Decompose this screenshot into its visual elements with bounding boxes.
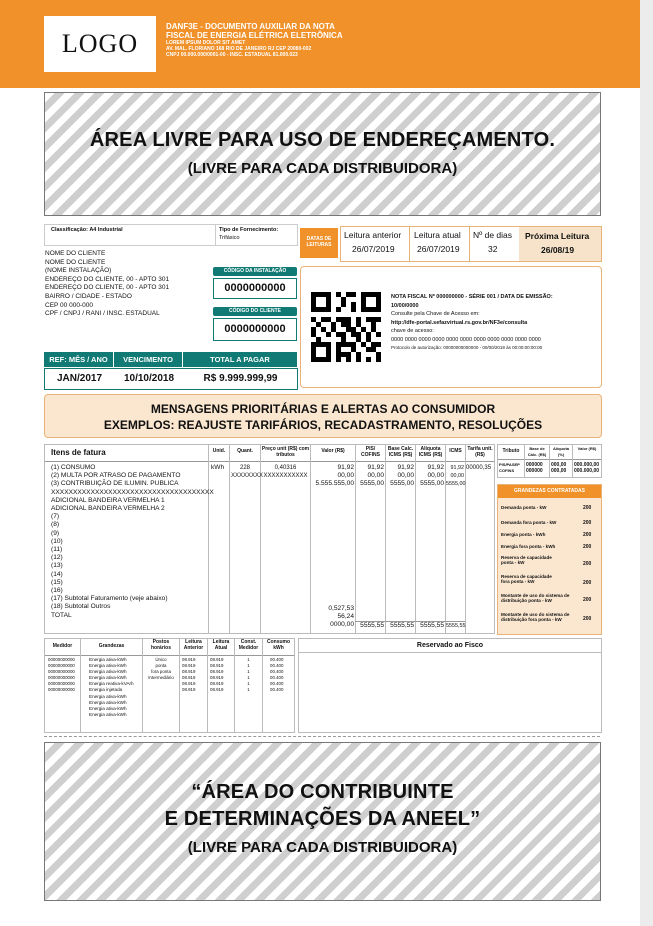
divider — [465, 445, 466, 633]
meter-header-prev: Leitura Anterior — [183, 639, 204, 651]
nf-consult-label: Consulte pela Chave de Acesso em: — [391, 311, 480, 317]
nf-consult-url[interactable]: http://dfe-portal.sefazvirtual.rs.gov.br/NF3e/consulta — [391, 319, 528, 326]
contracted-row-label: Reserva de capacidade fora ponta - kW — [501, 574, 552, 585]
items-qty: 228 XXXXXXXX — [231, 465, 264, 480]
nf-key-label: chave de acesso: — [391, 328, 434, 334]
readings-box — [340, 226, 602, 262]
messages-title: MENSAGENS PRIORITÁRIAS E ALERTAS AO CONSUMIDOR — [150, 402, 496, 416]
meter-header-consumption: Consumo kWh — [266, 639, 291, 651]
col-header-price: Preço unit (R$) com tributos — [261, 446, 310, 458]
nf-date: 10/00/0000 — [391, 302, 419, 309]
readings-tag: DATAS DE LEITURAS — [300, 228, 338, 258]
divider — [142, 639, 143, 732]
col-header-unit: Unid. — [212, 448, 226, 454]
col-header-icms: ICMS — [449, 448, 462, 454]
contracted-title: GRANDEZAS CONTRATADAS — [498, 485, 601, 498]
addressing-subtitle: (LIVRE PARA CADA DISTRIBUIDORA) — [187, 160, 458, 177]
curr-reading-label: Leitura atual — [414, 230, 461, 240]
items-price: 0,40316 XXXXXXXXXXX — [263, 465, 308, 480]
meter-constants: 1 1 1 1 1 1 — [247, 657, 250, 693]
contracted-row-value: 200 — [583, 561, 592, 567]
meter-header-id: Medidor — [52, 643, 73, 649]
divider — [80, 639, 81, 732]
ref-value: JAN/2017 — [56, 373, 103, 384]
header-line — [45, 461, 494, 462]
tax-table — [497, 444, 602, 478]
priority-messages — [44, 394, 602, 438]
contracted-row-value: 200 — [583, 616, 592, 622]
taxpayer-title-1: “ÁREA DO CONTRIBUINTE — [191, 781, 454, 803]
items-pis: 91,92 00,00 5555,00 — [360, 464, 384, 488]
divider — [215, 225, 216, 245]
divider — [229, 445, 230, 633]
nf-number: NOTA FISCAL Nº 000000000 - SÉRIE 001 / DATA DE EMISSÃO: — [391, 294, 553, 300]
client-line: NOME DO CLIENTE — [45, 250, 106, 257]
items-tariff: 00000,35 — [466, 465, 492, 471]
client-line: (NOME INSTALAÇÃO) — [45, 267, 112, 275]
meter-header-periods: Postos horários — [150, 639, 171, 651]
classification-label: Classificação: A4 Industrial — [51, 227, 123, 233]
items-base: 91,92 00,00 5555,00 — [390, 464, 414, 488]
contracted-row-label: Montante de uso do sistema de distribuição fora ponta - kW — [501, 612, 570, 623]
total-icms: 5555,55 — [446, 623, 466, 629]
due-label: VENCIMENTO — [114, 352, 182, 367]
taxpayer-subtitle: (LIVRE PARA CADA DISTRIBUIDORA) — [187, 839, 458, 856]
taxpayer-title-2: E DETERMINAÇÕES DA ANEEL” — [164, 808, 481, 830]
col-header-pis: PIS/ COFINS — [361, 446, 380, 458]
divider — [262, 639, 263, 732]
tax-names: PIS/PASEP COFINS — [499, 462, 520, 473]
ref-label: REF: MÊS / ANO — [44, 352, 113, 367]
divider — [469, 227, 470, 261]
header-title-2: FISCAL DE ENERGIA ELÉTRICA ELETRÔNICA — [166, 31, 343, 40]
fisco-area — [298, 638, 602, 733]
header-bar — [0, 0, 640, 88]
col-header-value: Valor (R$) — [321, 448, 345, 454]
divider — [207, 639, 208, 732]
contracted-row-value: 200 — [583, 544, 592, 550]
meter-header-quantity: Grandezas — [98, 643, 125, 649]
meter-quantities: Energia ativa-kWh Energia ativa-kWh Energia ativa-kWh Energia ativa-kWh Energia reativa-kVArh Energia injetada Energia ativa-kWh Energia ativa-kWh Energia ativa-kWh Energia ativa-kWh — [89, 657, 134, 717]
client-line: NOME DO CLIENTE — [45, 258, 106, 266]
tax-header-name: Tributo — [502, 448, 520, 454]
header-text — [166, 22, 343, 58]
prev-reading-value: 26/07/2019 — [352, 244, 395, 254]
meter-periods: Único ponta fora ponta Intermediário — [148, 657, 174, 681]
col-header-items: Itens de fatura — [51, 448, 106, 457]
header-title-1: DANF3E - DOCUMENTO AUXILIAR DA NOTA — [166, 22, 335, 31]
contracted-row-label: Reserva de capacidade ponta - kW — [501, 555, 552, 566]
nf-access-key: 0000 0000 0000 0000 0000 0000 0000 0000 0000 0000 0000 — [391, 336, 541, 343]
header-line-4: AV. MAL. FLORIANO 168 RIO DE JANEIRO RJ CEP 20080-002 — [166, 46, 312, 52]
prev-reading-label: Leitura anterior — [344, 230, 402, 240]
client-line: CEP 00 000-000 — [45, 301, 93, 309]
contracted-row-value: 200 — [583, 520, 592, 526]
col-header-rate: Alíquota ICMS (R$) — [418, 446, 443, 458]
header-line-3: LOREM IPSUM DOLOR SIT AMET — [166, 40, 246, 46]
meter-ids: 00000000000 00000000000 00000000000 00000000000 00000000000 00000000000 — [48, 657, 75, 693]
contracted-row-value: 200 — [583, 597, 592, 603]
client-line: BAIRRO / CIDADE - ESTADO — [45, 292, 132, 300]
col-header-base: Base Calc. ICMS (R$) — [387, 446, 414, 458]
header-line — [45, 655, 294, 656]
items-descriptions: (1) CONSUMO (2) MULTA POR ATRASO DE PAGAMENTO (3) CONTRIBUIÇÃO DE ILUMIN. PUBLICA XXXXXXXXXXXXXXXXXXXXXXXXXXXXXXXXXXXXX ADICIONAL BANDEIRA VERMELHA 1 ADICIONAL BANDEIRA VERMELHA 2 (7) (8) (9) (10) (11) (12) (13) (14) (15) (16) (17) Subtotal Faturamento (veje abaixo) (18) Subtotal Outros TOTAL — [51, 464, 214, 619]
fiscal-note-box — [300, 266, 602, 388]
divider — [179, 639, 180, 732]
client-line: ENDEREÇO DO CLIENTE, 00 - APTO 301 — [45, 284, 170, 292]
curr-reading-value: 26/07/2019 — [417, 244, 460, 254]
total-base: 5555,55 — [390, 622, 414, 629]
contracted-row-value: 200 — [583, 505, 592, 511]
items-rate: 91,92 00,00 5555,00 — [420, 464, 444, 488]
tax-header-base: Base de Cálc. (R$) — [527, 446, 547, 457]
contracted-row-label: Montante de uso do sistema de distribuição ponta - kW — [501, 593, 570, 604]
company-logo: LOGO — [44, 16, 156, 72]
total-pis: 5555,55 — [360, 622, 384, 629]
contracted-row-value: 200 — [583, 580, 592, 586]
installation-code-label: CÓDIGO DA INSTALAÇÃO — [213, 267, 297, 276]
taxpayer-area — [44, 742, 601, 901]
dashed-separator — [44, 736, 600, 737]
client-line: CPF / CNPJ / RANI / INSC. ESTADUAL — [45, 310, 160, 318]
tax-bases: 000000 000000 — [526, 462, 543, 474]
total-value: R$ 9.999.999,99 — [203, 373, 278, 384]
qr-code-icon — [311, 292, 381, 362]
days-label: Nº de dias — [473, 230, 513, 240]
contracted-row-label: Demanda ponta - kW — [501, 505, 547, 510]
tax-rates: 000,00 000,00 — [551, 462, 567, 474]
client-line: ENDEREÇO DO CLIENTE, 00 - APTO 301 — [45, 275, 170, 283]
next-reading-label: Próxima Leitura — [525, 231, 590, 241]
summary-values — [44, 368, 298, 390]
items-unit: kWh — [211, 464, 225, 471]
tax-header-rate: Alíquota (%) — [553, 446, 569, 457]
tax-values: 000.000,00 000.000,00 — [574, 462, 600, 474]
supply-type-value: Trifásico — [219, 235, 240, 241]
client-code-label: CÓDIGO DO CLIENTE — [213, 307, 297, 316]
col-header-qty: Quant. — [237, 448, 253, 454]
contracted-row-label: Demanda fora ponta - kW — [501, 520, 557, 525]
due-value: 10/10/2018 — [123, 373, 175, 384]
next-reading-value: 26/08/19 — [541, 245, 575, 255]
header-line-5: CNPJ 00.000.000/0001-00 - INSC. ESTADUAL 81.000.023 — [166, 52, 298, 58]
divider — [409, 227, 410, 261]
contracted-row-value: 200 — [583, 532, 592, 538]
installation-code: 0000000000 — [213, 278, 297, 299]
classification-row — [44, 224, 298, 246]
items-icms: 91,92 00,00 5555,00 — [446, 465, 466, 488]
contracted-row-label: Energia ponta - kWh — [501, 532, 546, 537]
supply-type-label: Tipo de Fornecimento: — [219, 227, 279, 233]
client-code: 0000000000 — [213, 318, 297, 341]
next-reading-cell — [519, 227, 601, 261]
contracted-row-label: Energia fora ponta - kWh — [501, 544, 556, 549]
client-address-block — [45, 250, 169, 319]
messages-subtitle: EXEMPLOS: REAJUSTE TARIFÁRIOS, RECADASTRAMENTO, RESOLUÇÕES — [103, 418, 543, 432]
contracted-quantities — [497, 484, 602, 635]
tax-header-value: Valor (R$) — [577, 446, 597, 451]
total-rate: 5555,55 — [420, 622, 444, 629]
meters-table — [44, 638, 295, 733]
addressing-title: ÁREA LIVRE PARA USO DE ENDEREÇAMENTO. — [89, 129, 556, 151]
items-value-totals: 0,527,53 56,24 0000,00 — [328, 605, 354, 629]
meter-prev-readings: 08.919 08.919 08.919 08.919 08.919 08.919 — [182, 657, 196, 693]
items-table — [44, 444, 495, 634]
meter-consumption: 00.400 00.400 00.400 00.400 00.400 00.400 — [270, 657, 284, 693]
nf-protocol: Protocolo de autorização: 00000000000000 - 00/00/2019 às 00:00:00:00:00 — [391, 345, 543, 350]
col-header-tariff: Tarifa unit. (R$) — [467, 446, 493, 458]
meter-curr-readings: 08.919 08.919 08.919 08.919 08.919 08.919 — [210, 657, 224, 693]
fisco-label: Reservado ao Fisco — [299, 639, 601, 653]
meter-header-curr: Leitura Atual — [212, 639, 230, 651]
days-value: 32 — [488, 244, 498, 254]
total-label: TOTAL A PAGAR — [183, 352, 297, 367]
addressing-area — [44, 92, 601, 216]
items-value: 91,92 00,00 5.555.555,00 — [315, 464, 354, 488]
fiscal-note-text — [391, 293, 553, 353]
meter-header-const: Const. Medidor — [238, 639, 259, 651]
